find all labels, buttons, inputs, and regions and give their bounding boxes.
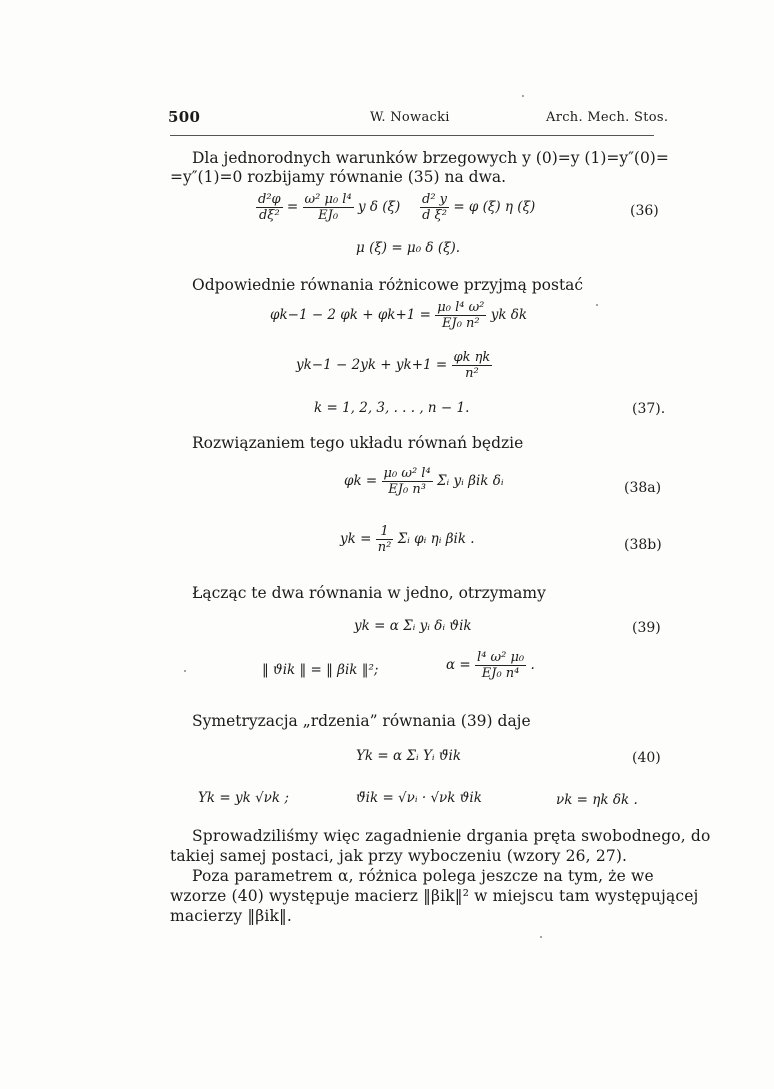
equation-40b: Yk = yk √νk ; — [198, 790, 289, 806]
page-number: 500 — [168, 108, 201, 126]
equation-38a — [344, 466, 504, 497]
eq37a-numerator: μ₀ l⁴ ω² — [437, 300, 485, 315]
scan-speck — [522, 95, 524, 97]
eq37a-denominator: EJ₀ n² — [442, 316, 480, 331]
equation-number-36: (36) — [630, 203, 659, 219]
equation-36a: $\frac{\text{d²φ}}{\text{dξ²}}$ = $\frac{\text{ω² μ₀ l⁴}}{\text{EJ₀}}$ y δ (ξ) — [258, 192, 401, 223]
eq36a-rhs-denominator: EJ₀ — [318, 208, 339, 223]
scan-speck — [540, 936, 542, 938]
conclusion-line-1: Sprowadziliśmy więc zagadnienie drgania pręta swobodnego, do — [192, 827, 711, 845]
equation-39c — [446, 650, 535, 681]
equation-38b — [340, 524, 475, 555]
header-rule — [170, 135, 654, 136]
eq37b-denominator: n² — [465, 366, 479, 381]
eq36b-lhs-numerator: d² y — [422, 192, 448, 207]
eq36a-lhs-denominator: dξ² — [258, 208, 280, 223]
equation-40d: νk = ηk δk . — [556, 792, 638, 808]
eq38b-tail: Σᵢ φᵢ ηᵢ βik . — [397, 531, 475, 547]
eq38b-lhs: yk = — [340, 531, 372, 547]
eq39c-lhs: α = — [446, 657, 471, 673]
eq38b-numerator: 1 — [376, 524, 394, 540]
eq38b-denominator: n² — [377, 540, 392, 555]
scan-speck — [596, 304, 598, 306]
difference-equations-intro: Odpowiednie równania różnicowe przyjmą postać — [192, 276, 584, 294]
equation-number-37: (37). — [632, 401, 666, 417]
equation-39b: ‖ ϑik ‖ = ‖ βik ‖²; — [262, 662, 379, 678]
symmetrization-intro: Symetryzacja „rdzenia” równania (39) daje — [192, 712, 531, 730]
running-journal: Arch. Mech. Stos. — [546, 110, 669, 125]
eq36b-lhs-denominator: d ξ² — [422, 208, 447, 223]
eq38a-lhs: φk = — [344, 473, 378, 489]
eq39c-denominator: EJ₀ n⁴ — [481, 666, 520, 681]
eq37b-numerator: φk ηk — [453, 350, 491, 365]
eq37b-lhs: yk−1 − 2yk + yk+1 = — [296, 357, 448, 373]
equation-number-38b: (38b) — [624, 537, 662, 553]
equation-40a: Yk = α Σᵢ Yᵢ ϑ̄ik — [356, 748, 462, 764]
eq36a-rhs-numerator: ω² μ₀ l⁴ — [304, 192, 352, 207]
eq36a-tail: y δ (ξ) — [357, 199, 401, 215]
eq36b-tail: = φ (ξ) η (ξ) — [453, 199, 536, 215]
scan-speck — [184, 670, 186, 672]
eq39c-numerator: l⁴ ω² μ₀ — [477, 650, 525, 665]
eq38a-denominator: EJ₀ n³ — [388, 482, 426, 497]
equation-39a: yk = α Σᵢ yᵢ δᵢ ϑik — [354, 618, 472, 634]
solution-intro: Rozwiązaniem tego układu równań będzie — [192, 434, 524, 452]
eq37a-lhs: φk−1 − 2 φk + φk+1 = — [270, 307, 431, 323]
equation-37a — [270, 300, 527, 331]
intro-line-2: =y″(1)=0 rozbijamy równanie (35) na dwa. — [170, 168, 507, 186]
eq36a-lhs-numerator: d²φ — [258, 192, 281, 207]
equation-number-38a: (38a) — [624, 480, 662, 496]
equation-37c: k = 1, 2, 3, . . . , n − 1. — [314, 400, 470, 416]
equation-number-39: (39) — [632, 620, 661, 636]
equation-36b — [420, 192, 535, 223]
conclusion-line-3: Poza parametrem α, różnica polega jeszcze na tym, że we — [192, 867, 654, 885]
conclusion-line-2: takiej samej postaci, jak przy wyboczeniu (wzory 26, 27). — [170, 847, 628, 865]
equation-36c: μ (ξ) = μ₀ δ (ξ). — [356, 240, 461, 256]
equation-40c: ϑ̄ik = √νᵢ · √νk ϑik — [356, 790, 482, 806]
running-author: W. Nowacki — [370, 110, 450, 125]
eq38a-tail: Σᵢ yᵢ βik δᵢ — [436, 473, 504, 489]
equation-37b — [296, 350, 492, 381]
intro-line-1: Dla jednorodnych warunków brzegowych y (0)=y (1)=y″(0)= — [192, 149, 669, 167]
eq38a-numerator: μ₀ ω² l⁴ — [383, 466, 431, 481]
equation-number-40: (40) — [632, 750, 661, 766]
conclusion-line-5: macierzy ‖βik‖. — [170, 907, 292, 925]
combine-intro: Łącząc te dwa równania w jedno, otrzymamy — [192, 584, 546, 602]
eq39c-tail: . — [530, 657, 535, 673]
conclusion-line-4: wzorze (40) występuje macierz ‖βik‖² w miejscu tam występującej — [170, 887, 699, 905]
eq37a-tail: yk δk — [490, 307, 528, 323]
